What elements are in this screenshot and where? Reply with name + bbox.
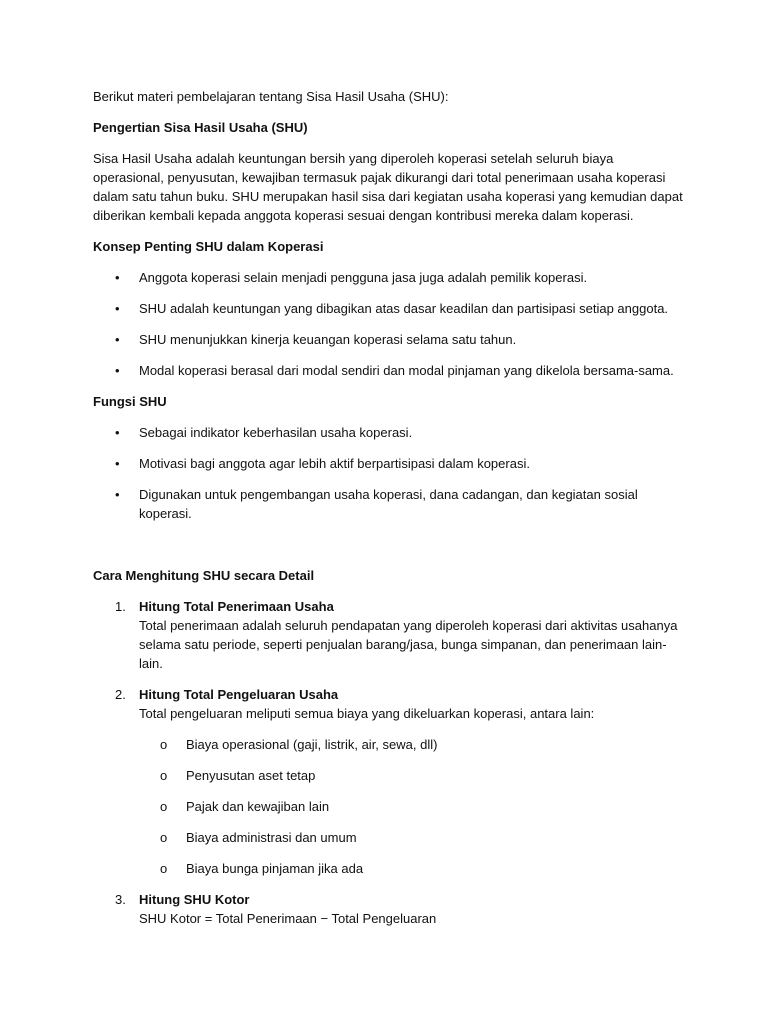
step-title: Hitung Total Penerimaan Usaha	[139, 599, 334, 614]
heading-cara: Cara Menghitung SHU secara Detail	[93, 568, 315, 583]
step-item	[93, 890, 683, 928]
list-konsep	[93, 268, 683, 380]
list-steps	[93, 597, 683, 928]
paragraph-pengertian: Sisa Hasil Usaha adalah keuntungan bersih yang diperoleh koperasi setelah seluruh biaya operasional, penyusutan, kewajiban termasuk pajak dikurangi dari total penerimaan usaha koperasi dalam satu tahun buku. SHU merupakan hasil sisa dari kegiatan usaha koperasi yang kemudian dapat diberikan kembali kepada anggota koperasi sesuai dengan kontribusi mereka dalam koperasi.	[93, 151, 683, 223]
heading-pengertian: Pengertian Sisa Hasil Usaha (SHU)	[93, 120, 308, 135]
sub-list-item	[139, 735, 683, 754]
sub-list-item-text: Biaya bunga pinjaman jika ada	[186, 861, 364, 876]
list-item	[93, 485, 683, 523]
list-item	[93, 299, 683, 318]
list-item	[93, 268, 683, 287]
sub-list-item	[139, 766, 683, 785]
circle-bullet-icon: o	[160, 768, 168, 783]
heading-fungsi: Fungsi SHU	[93, 394, 167, 409]
bullet-icon: •	[115, 456, 120, 471]
bullet-icon: •	[115, 487, 120, 502]
sub-list-item-text: Biaya operasional (gaji, listrik, air, sewa, dll)	[186, 737, 438, 752]
step-title: Hitung Total Pengeluaran Usaha	[139, 687, 339, 702]
step-body: SHU Kotor = Total Penerimaan − Total Pengeluaran	[139, 911, 437, 926]
list-item-text: SHU adalah keuntungan yang dibagikan atas dasar keadilan dan partisipasi setiap anggota.	[139, 301, 669, 316]
list-item	[93, 423, 683, 442]
list-item-text: Sebagai indikator keberhasilan usaha koperasi.	[139, 425, 413, 440]
bullet-icon: •	[115, 270, 120, 285]
step-body: Total penerimaan adalah seluruh pendapatan yang diperoleh koperasi dari aktivitas usahanya selama satu periode, seperti penjualan barang/jasa, bunga simpanan, dan penerimaan lain-lain.	[139, 618, 678, 671]
intro-text: Berikut materi pembelajaran tentang Sisa Hasil Usaha (SHU):	[93, 89, 449, 104]
sub-list-item	[139, 828, 683, 847]
list-item	[93, 454, 683, 473]
list-item	[93, 330, 683, 349]
sub-list-item	[139, 797, 683, 816]
bullet-icon: •	[115, 425, 120, 440]
sub-list-item-text: Biaya administrasi dan umum	[186, 830, 357, 845]
step-number: 2.	[115, 687, 126, 702]
step-title: Hitung SHU Kotor	[139, 892, 250, 907]
step-number: 3.	[115, 892, 126, 907]
bullet-icon: •	[115, 363, 120, 378]
list-item	[93, 361, 683, 380]
circle-bullet-icon: o	[160, 861, 168, 876]
step-number: 1.	[115, 599, 126, 614]
bullet-icon: •	[115, 332, 120, 347]
sub-list-item-text: Pajak dan kewajiban lain	[186, 799, 330, 814]
list-item-text: Digunakan untuk pengembangan usaha koperasi, dana cadangan, dan kegiatan sosial koperasi.	[139, 487, 638, 521]
document-page	[93, 87, 683, 940]
circle-bullet-icon: o	[160, 799, 168, 814]
list-item-text: Anggota koperasi selain menjadi pengguna jasa juga adalah pemilik koperasi.	[139, 270, 588, 285]
step-item	[93, 597, 683, 673]
list-item-text: Motivasi bagi anggota agar lebih aktif berpartisipasi dalam koperasi.	[139, 456, 530, 471]
blank-line	[93, 535, 683, 566]
circle-bullet-icon: o	[160, 737, 168, 752]
sub-list	[139, 735, 683, 878]
sub-list-item	[139, 859, 683, 878]
list-item-text: SHU menunjukkan kinerja keuangan koperasi selama satu tahun.	[139, 332, 517, 347]
sub-list-item-text: Penyusutan aset tetap	[186, 768, 316, 783]
step-item	[93, 685, 683, 878]
bullet-icon: •	[115, 301, 120, 316]
list-fungsi	[93, 423, 683, 523]
heading-konsep: Konsep Penting SHU dalam Koperasi	[93, 239, 324, 254]
step-body: Total pengeluaran meliputi semua biaya yang dikeluarkan koperasi, antara lain:	[139, 706, 595, 721]
list-item-text: Modal koperasi berasal dari modal sendiri dan modal pinjaman yang dikelola bersama-sama.	[139, 363, 674, 378]
circle-bullet-icon: o	[160, 830, 168, 845]
